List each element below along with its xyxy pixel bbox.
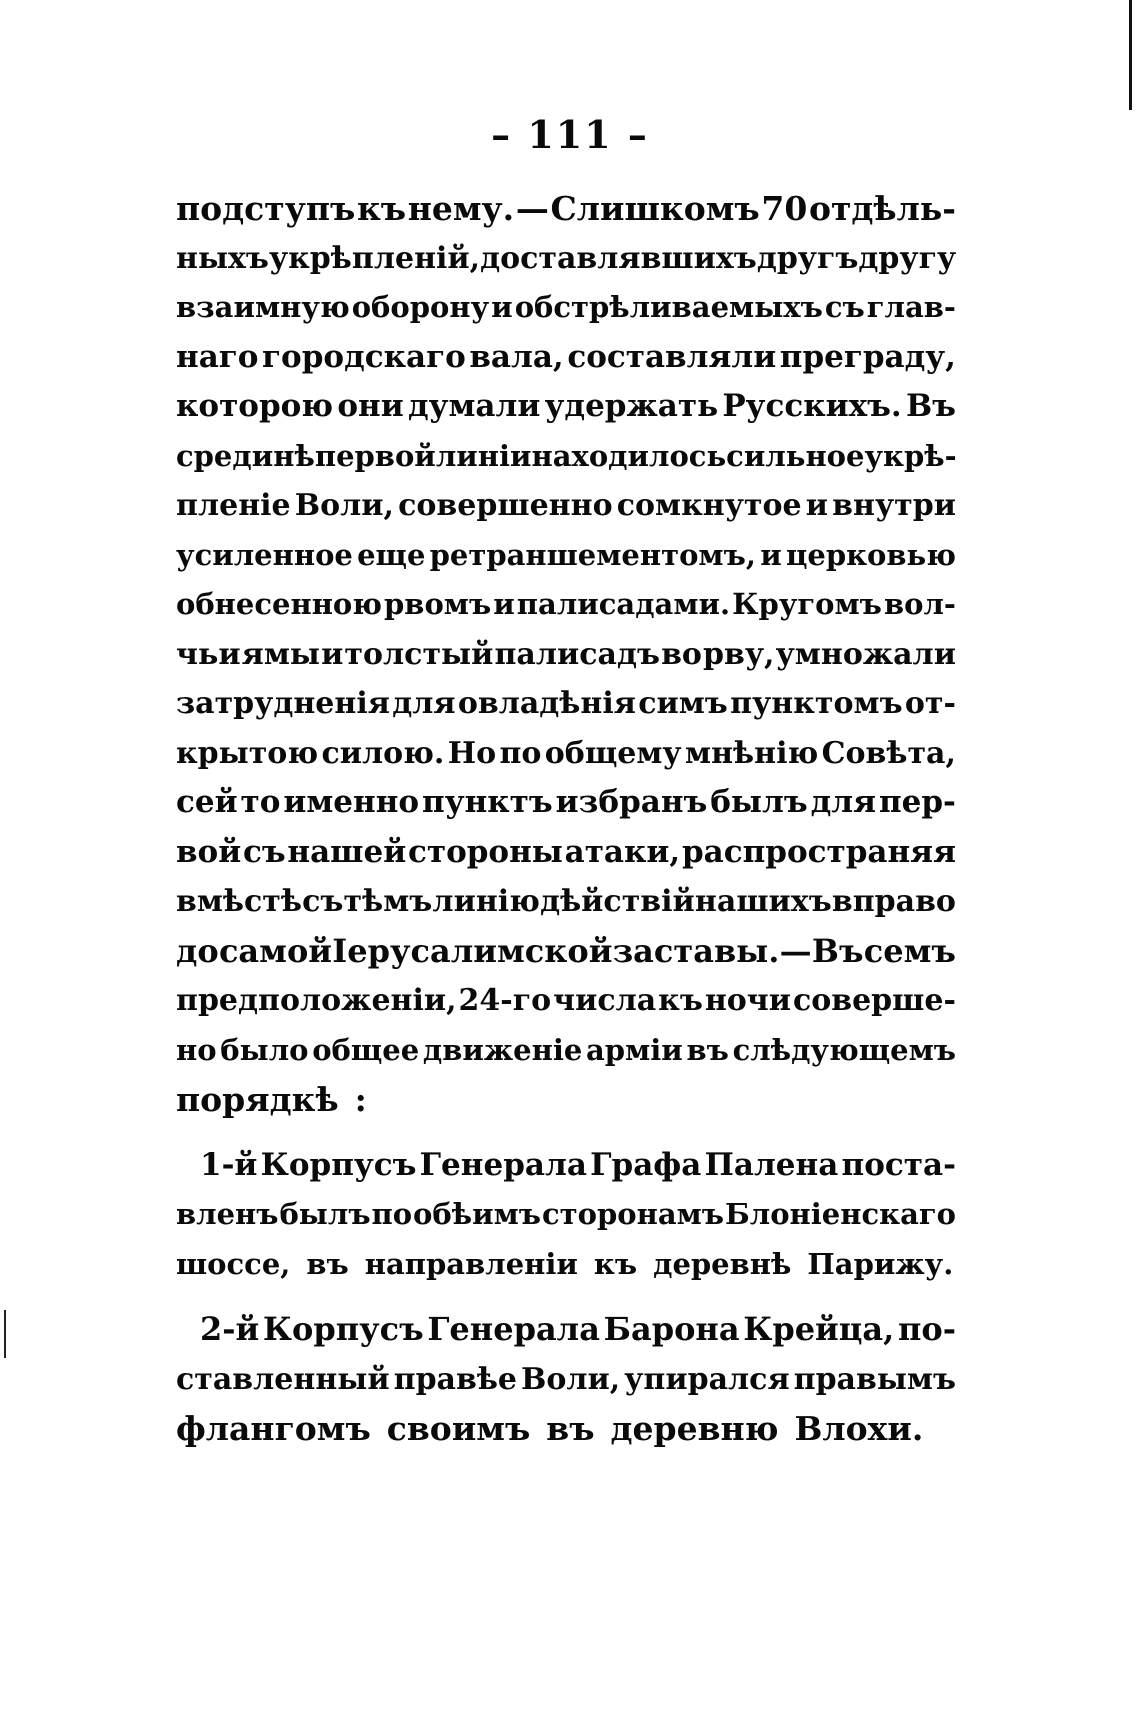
text-line: пленіе Воли, совершенно сомкнутое и внутри xyxy=(176,488,956,523)
text-line: наго городскаго вала, составляли преграду, xyxy=(176,338,956,375)
paragraph-gap xyxy=(176,1289,956,1305)
text-line: которою они думали удержать Русскихъ. Въ xyxy=(176,388,956,424)
body-text xyxy=(176,184,956,1454)
text-line: вмѣстѣ съ тѣмъ линію дѣйствій нашихъ вправо xyxy=(176,884,956,919)
text-line: обнесенною рвомъ и палисадами. Кругомъ вол- xyxy=(176,587,956,621)
text-line: ныхъ укрѣпленій, доставлявшихъ другъ другу xyxy=(176,240,957,276)
text-line: чьи ямы и толстый палисадъ во рву, умножали xyxy=(176,636,956,672)
text-line: ставленный правѣе Воли, упирался правымъ xyxy=(176,1361,956,1397)
text-line: вой съ нашей стороны атаки, распространяя xyxy=(176,833,956,870)
page-number: – 111 – xyxy=(491,112,649,157)
paragraph-gap xyxy=(176,1125,956,1141)
text-line: флангомъ своимъ въ деревню Влохи. xyxy=(176,1409,924,1448)
text-line: сей то именно пунктъ избранъ былъ для пер- xyxy=(176,784,956,820)
text-line: порядкѣ : xyxy=(176,1080,367,1119)
text-line: до самой Іерусалимской заставы. — Въ семъ xyxy=(176,931,956,970)
text-line: 2-й Корпусъ Генерала Барона Крейца, по- xyxy=(200,1310,956,1348)
text-line: срединѣ первой линіи находилось сильное укрѣ- xyxy=(176,438,957,473)
text-line: усиленное еще ретраншементомъ, и церковью xyxy=(176,537,956,572)
text-line: подступъ къ нему. — Слишкомъ 70 отдѣль- xyxy=(176,189,956,228)
text-line: крытою силою. Но по общему мнѣнію Совѣта, xyxy=(176,735,956,771)
text-line: шоссе, въ направленіи къ деревнѣ Парижу. xyxy=(176,1246,954,1281)
page-edge-mark xyxy=(4,1310,6,1358)
text-line: предположеніи, 24-го числа къ ночи соверше- xyxy=(176,983,956,1018)
text-line: вленъ былъ по обѣимъ сторонамъ Блоніенскаго xyxy=(176,1197,956,1231)
text-line: затрудненія для овладѣнія симъ пунктомъ от- xyxy=(176,686,956,721)
text-line: но было общее движеніе арміи въ слѣдующемъ xyxy=(176,1032,956,1067)
page-edge-mark xyxy=(1129,0,1132,110)
text-line: 1-й Корпусъ Генерала Графа Палена поста- xyxy=(200,1146,956,1183)
text-line: взаимную оборону и обстрѣливаемыхъ съ глав- xyxy=(176,290,956,324)
